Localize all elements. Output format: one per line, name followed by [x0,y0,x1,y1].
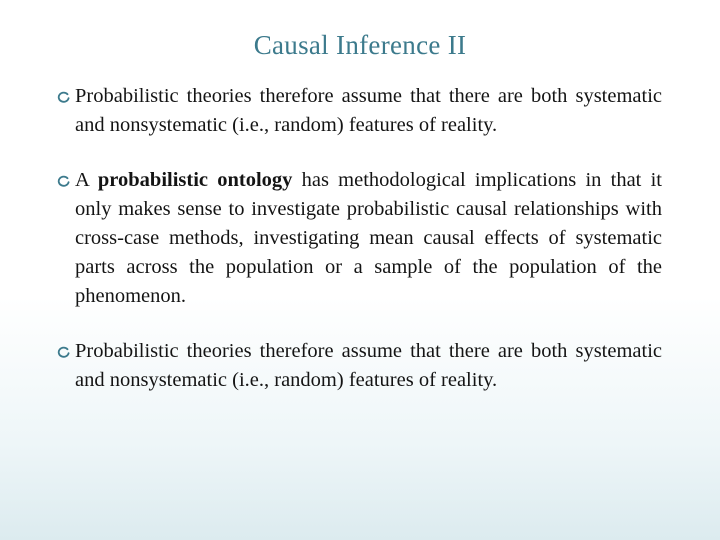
bullet-item-1 [56,82,662,140]
open-ring-bullet-icon [56,91,72,103]
bullet-list [56,82,662,421]
bullet-text: Probabilistic theories therefore assume that there are both systematic and nonsystematic (i.e., random) features of reality. [75,340,662,391]
open-ring-bullet-icon [56,346,72,358]
bullet-text: Probabilistic theories therefore assume that there are both systematic and nonsystematic (i.e., random) features of reality. [75,85,662,136]
bullet-text-start: A [75,169,98,191]
bullet-text-rest: has methodological implications in that it only makes sense to investigate probabilistic causal relationships with cross-case methods, investigating mean causal effects of systematic parts across the population or a sample of the population of the phenomenon. [75,169,662,307]
bullet-item-2 [56,166,662,311]
bullet-item-3 [56,337,662,395]
bullet-emphasis-probabilistic: probabilistic [97,169,209,191]
slide-title: Causal Inference II [253,30,467,60]
bullet-text-space [208,169,217,191]
bullet-emphasis-ontology: ontology [217,169,293,191]
open-ring-bullet-icon [56,175,72,187]
